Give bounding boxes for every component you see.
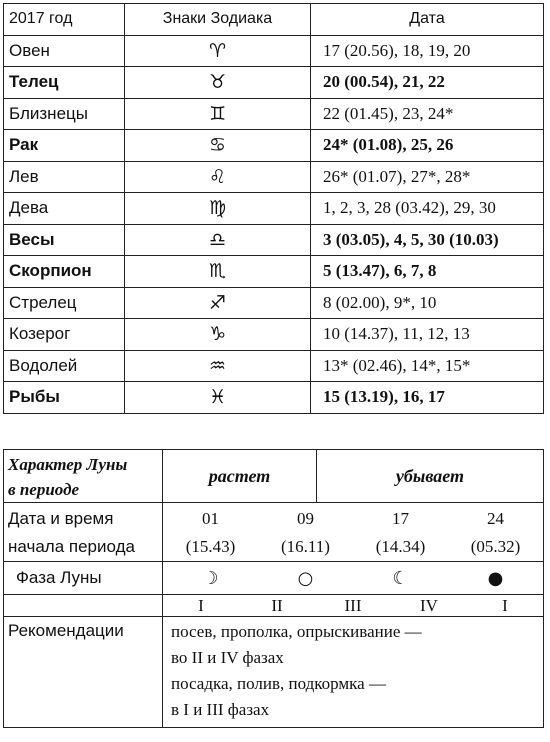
capricorn-icon: ♑︎ — [125, 319, 311, 351]
sign-name: Козерог — [4, 319, 125, 351]
sign-name: Рак — [4, 130, 125, 162]
phase-numeral: IV — [420, 595, 438, 615]
period-label-line1: Дата и время — [8, 509, 114, 528]
growing-cell: растет — [163, 450, 317, 503]
zodiac-header-row — [4, 4, 544, 36]
recommendation-line: посев, прополка, опрыскивание — — [171, 622, 422, 641]
period-row — [4, 503, 544, 562]
recommendation-line: во II и IV фазах — [171, 648, 284, 667]
character-label — [4, 450, 163, 503]
waning-cell: убывает — [317, 450, 544, 503]
zodiac-row — [4, 193, 544, 225]
scorpio-icon: ♏︎ — [125, 256, 311, 288]
period-day: 09 — [297, 509, 314, 528]
moon-table — [3, 449, 544, 728]
new-moon-icon: ● — [487, 567, 504, 589]
signs-header: Знаки Зодиака — [125, 4, 311, 36]
aries-icon: ♈︎ — [125, 35, 311, 67]
leo-icon: ♌︎ — [125, 161, 311, 193]
cancer-icon: ♋︎ — [125, 130, 311, 162]
zodiac-row — [4, 256, 544, 288]
gemini-icon: ♊︎ — [125, 98, 311, 130]
date-header: Дата — [311, 4, 544, 36]
zodiac-row — [4, 287, 544, 319]
period-time: (05.32) — [470, 537, 521, 556]
period-label — [4, 503, 163, 562]
aquarius-icon: ♒︎ — [125, 350, 311, 382]
sign-dates: 13* (02.46), 14*, 15* — [311, 350, 544, 382]
last-quarter-moon-icon: ☾ — [392, 567, 409, 589]
zodiac-row — [4, 67, 544, 99]
sign-dates: 1, 2, 3, 28 (03.42), 29, 30 — [311, 193, 544, 225]
sign-name: Рыбы — [4, 382, 125, 414]
period-day: 24 — [487, 509, 504, 528]
sign-name: Телец — [4, 67, 125, 99]
period-label-line2: начала периода — [8, 537, 135, 556]
sign-dates: 20 (00.54), 21, 22 — [311, 67, 544, 99]
zodiac-table — [3, 3, 544, 414]
zodiac-row — [4, 350, 544, 382]
period-4 — [448, 505, 543, 561]
period-1 — [163, 505, 258, 561]
year-header: 2017 год — [4, 4, 125, 36]
sign-dates: 26* (01.07), 27*, 28* — [311, 161, 544, 193]
phase-symbols — [163, 562, 544, 595]
numeral-label-empty — [4, 595, 163, 617]
numeral-row — [4, 595, 544, 617]
sign-dates: 22 (01.45), 23, 24* — [311, 98, 544, 130]
sign-dates: 5 (13.47), 6, 7, 8 — [311, 256, 544, 288]
sign-dates: 24* (01.08), 25, 26 — [311, 130, 544, 162]
pisces-icon: ♓︎ — [125, 382, 311, 414]
period-day: 17 — [392, 509, 409, 528]
zodiac-row — [4, 161, 544, 193]
recommendation-line: в I и III фазах — [171, 700, 270, 719]
phase-numeral: III — [344, 595, 362, 615]
sign-dates: 17 (20.56), 18, 19, 20 — [311, 35, 544, 67]
recommendations-text — [163, 617, 544, 728]
recommendation-line: посадка, полив, подкормка — — [171, 674, 386, 693]
phase-numeral: II — [271, 595, 283, 615]
period-3 — [353, 505, 448, 561]
sign-dates: 3 (03.05), 4, 5, 30 (10.03) — [311, 224, 544, 256]
virgo-icon: ♍︎ — [125, 193, 311, 225]
first-quarter-moon-icon: ☽ — [202, 567, 219, 589]
sign-name: Лев — [4, 161, 125, 193]
period-time: (16.11) — [281, 537, 330, 556]
phase-row — [4, 562, 544, 595]
sign-name: Дева — [4, 193, 125, 225]
sign-name: Водолей — [4, 350, 125, 382]
sign-name: Весы — [4, 224, 125, 256]
period-time: (14.34) — [375, 537, 426, 556]
period-dates — [163, 503, 544, 562]
phase-numerals — [163, 595, 544, 617]
sign-name: Близнецы — [4, 98, 125, 130]
taurus-icon: ♉︎ — [125, 67, 311, 99]
sign-dates: 10 (14.37), 11, 12, 13 — [311, 319, 544, 351]
libra-icon: ♎︎ — [125, 224, 311, 256]
zodiac-row — [4, 35, 544, 67]
zodiac-row — [4, 382, 544, 414]
sign-dates: 15 (13.19), 16, 17 — [311, 382, 544, 414]
zodiac-row — [4, 224, 544, 256]
full-moon-icon: ○ — [297, 567, 314, 589]
character-label-line2: в периоде — [8, 480, 80, 499]
phase-numeral: I — [198, 595, 204, 615]
phase-label: Фаза Луны — [4, 562, 163, 595]
sign-name: Овен — [4, 35, 125, 67]
period-time: (15.43) — [185, 537, 236, 556]
zodiac-row — [4, 319, 544, 351]
sign-name: Скорпион — [4, 256, 125, 288]
sagittarius-icon: ♐︎ — [125, 287, 311, 319]
moon-character-row — [4, 450, 544, 503]
recommendations-row — [4, 617, 544, 728]
sign-dates: 8 (02.00), 9*, 10 — [311, 287, 544, 319]
sign-name: Стрелец — [4, 287, 125, 319]
zodiac-row — [4, 130, 544, 162]
phase-numeral: I — [502, 595, 508, 615]
recommendations-label: Рекомендации — [4, 617, 163, 728]
zodiac-row — [4, 98, 544, 130]
character-label-line1: Характер Луны — [8, 455, 128, 474]
period-day: 01 — [202, 509, 219, 528]
period-2 — [258, 505, 353, 561]
